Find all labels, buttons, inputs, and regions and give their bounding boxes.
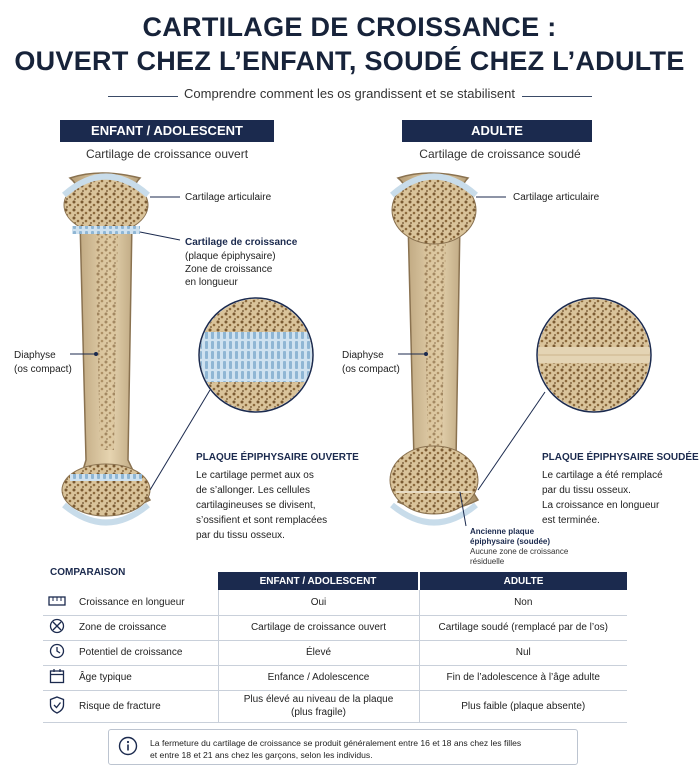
old-plate-label-3: Aucune zone de croissance — [470, 547, 569, 556]
info-icon — [118, 736, 138, 756]
subtitle: Comprendre comment les os grandissent et se stabilisent — [184, 86, 515, 101]
left-plate-text-1: Le cartilage permet aux os — [196, 470, 314, 481]
right-plate-text-2: par du tissu osseux. — [542, 485, 631, 496]
left-label-diaphyse: Diaphyse — [14, 350, 56, 361]
right-label-articular: Cartilage articulaire — [513, 192, 600, 203]
adult-bone — [390, 173, 478, 523]
right-plate-text-3: La croissance en longueur — [542, 500, 660, 511]
table-row: Potentiel de croissance Élevé Nul — [43, 640, 627, 665]
table-row: Risque de fracture Plus élevé au niveau de la plaque (plus fragile) Plus faible (plaque absente) — [43, 690, 627, 722]
clock-icon — [43, 640, 71, 665]
left-label-zone-2: en longueur — [185, 277, 238, 288]
right-plate-text-1: Le cartilage a été remplacé — [542, 470, 663, 481]
old-plate-label-1: Ancienne plaque — [470, 527, 535, 536]
left-label-growth-sub: (plaque épiphysaire) — [185, 251, 276, 262]
title-line-1: CARTILAGE DE CROISSANCE : — [142, 12, 557, 42]
old-plate-label-4: résiduelle — [470, 557, 505, 566]
comparison-table — [43, 572, 627, 723]
right-plate-text-4: est terminée. — [542, 515, 600, 526]
left-label-zone-1: Zone de croissance — [185, 264, 273, 275]
left-subheader: Cartilage de croissance ouvert — [85, 147, 249, 161]
adult-plate-magnifier — [534, 295, 654, 415]
right-label-diaphyse: Diaphyse — [342, 350, 384, 361]
ruler-icon — [43, 590, 71, 615]
left-plate-text-5: par du tissu osseux. — [196, 530, 285, 541]
title-line-2: OUVERT CHEZ L’ENFANT, SOUDÉ CHEZ L’ADULTE — [14, 46, 685, 76]
child-plate-magnifier — [196, 295, 316, 415]
left-plate-text-3: cartilagineuses se divisent, — [196, 500, 316, 511]
old-plate-label-2: épiphysaire (soudée) — [470, 537, 551, 546]
calendar-icon — [43, 665, 71, 690]
right-subheader: Cartilage de croissance soudé — [419, 147, 581, 161]
right-plate-title: PLAQUE ÉPIPHYSAIRE SOUDÉE — [542, 452, 699, 463]
left-plate-title: PLAQUE ÉPIPHYSAIRE OUVERTE — [196, 452, 359, 463]
left-header: ENFANT / ADOLESCENT — [60, 120, 274, 142]
left-plate-text-2: de s’allonger. Les cellules — [196, 485, 310, 496]
note-text: La fermeture du cartilage de croissance se produit généralement entre 16 et 18 ans chez les filles et entre 18 et 21 ans chez les garçons, selon les individus. — [150, 738, 522, 760]
right-header: ADULTE — [402, 120, 592, 142]
shield-icon — [43, 690, 71, 722]
col-header-child: ENFANT / ADOLESCENT — [218, 572, 419, 590]
comparison-title: COMPARAISON — [50, 567, 126, 578]
left-label-compact: (os compact) — [14, 364, 72, 375]
left-label-growth: Cartilage de croissance — [185, 237, 298, 248]
table-row: Zone de croissance Cartilage de croissance ouvert Cartilage soudé (remplacé par de l’os) — [43, 615, 627, 640]
no-growth-icon — [43, 615, 71, 640]
table-row: Âge typique Enfance / Adolescence Fin de l’adolescence à l’âge adulte — [43, 665, 627, 690]
left-label-articular: Cartilage articulaire — [185, 192, 272, 203]
child-bone — [62, 173, 150, 523]
col-header-adult: ADULTE — [419, 572, 627, 590]
right-label-compact: (os compact) — [342, 364, 400, 375]
table-row: Croissance en longueur Oui Non — [43, 590, 627, 615]
left-plate-text-4: s’ossifient et sont remplacées — [196, 515, 328, 526]
